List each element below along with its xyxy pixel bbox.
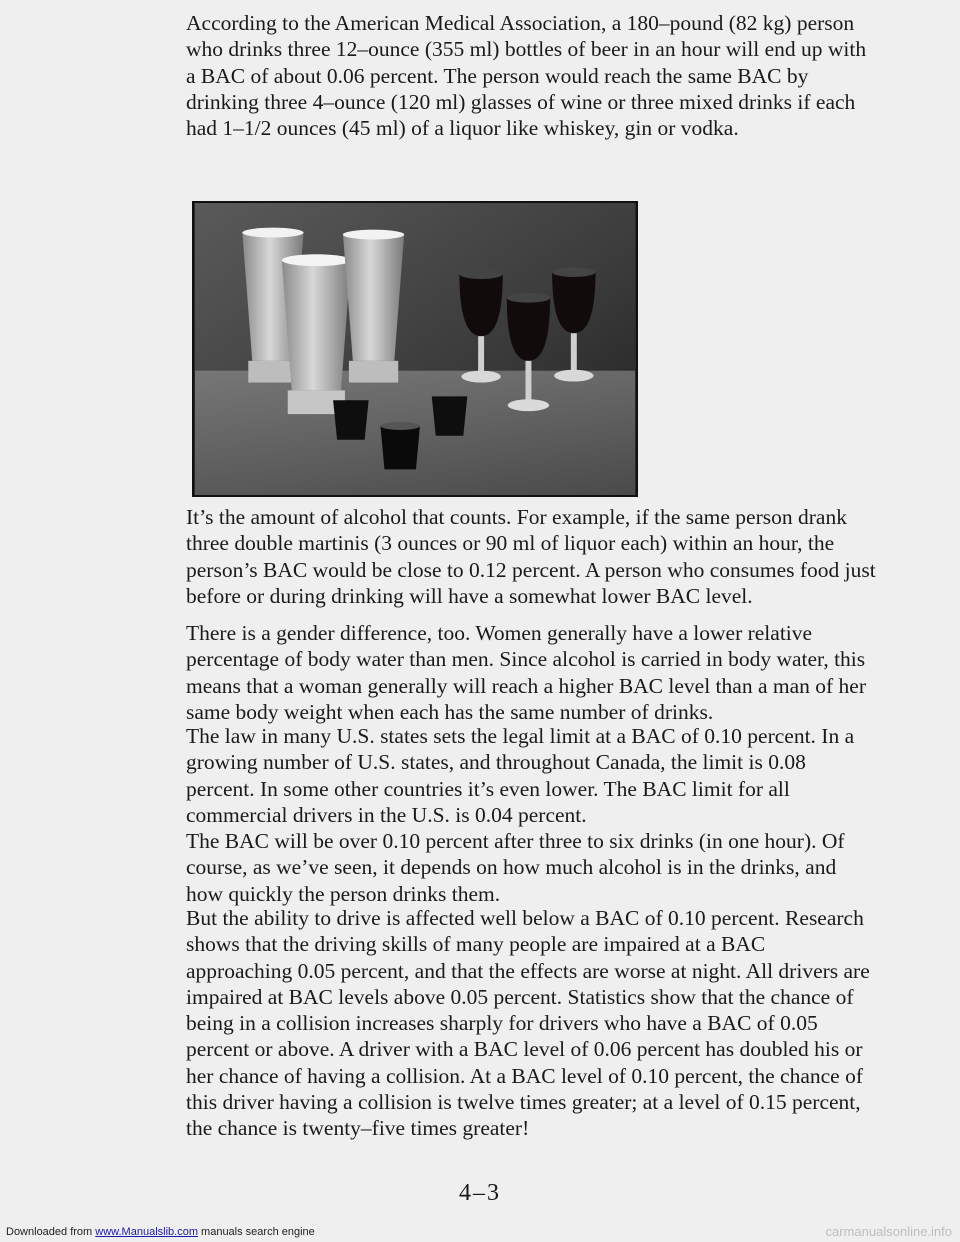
paragraph-gender-difference: There is a gender difference, too. Women generally have a lower relative percentage of body water than men. Since alcohol is carried in body water, this means that a woman generally will reach a higher BAC level than a man of her same body weight when each has the same number of drinks. [186, 621, 866, 724]
watermark: carmanualsonline.info [825, 1224, 952, 1239]
drinks-photo [192, 201, 638, 497]
download-footer [6, 1226, 315, 1238]
paragraph-over-limit: The BAC will be over 0.10 percent after three to six drinks (in one hour). Of course, as we’ve seen, it depends on how much alcohol is in the drinks, and how quickly the person drinks them. [186, 829, 845, 906]
beer-glass-center [282, 254, 351, 414]
paragraph-driving-ability: But the ability to drive is affected well below a BAC of 0.10 percent. Research shows that the driving skills of many people are impaired at a BAC approaching 0.05 percent, and that the effects are worse at night. All drivers are impaired at BAC levels above 0.05 percent. Statistics show that the chance of being in a collision increases sharply for drivers who have a BAC of 0.05 percent or above. A driver with a BAC level of 0.06 percent has doubled his or her chance of having a collision. At a BAC level of 0.10 percent, the chance of this driver having a collision is twelve times greater; at a level of 0.15 percent, the chance is twenty–five times greater! [186, 906, 870, 1141]
paragraph-amount-counts: It’s the amount of alcohol that counts. For example, if the same person drank three double martinis (3 ounces or 90 ml of liquor each) within an hour, the person’s BAC would be close to 0.12 percent. A person who consumes food just before or during drinking will have a somewhat lower BAC level. [186, 505, 876, 608]
footer-prefix: Downloaded from [6, 1226, 96, 1238]
page-number: 4–3 [459, 1180, 501, 1206]
paragraph-ama-bac: According to the American Medical Association, a 180–pound (82 kg) person who drinks three 12–ounce (355 ml) bottles of beer in an hour will end up with a BAC of about 0.06 percent. The person would reach the same BAC by drinking three 4–ounce (120 ml) glasses of wine or three mixed drinks if each had 1–1/2 ounces (45 ml) of a liquor like whiskey, gin or vodka. [186, 11, 867, 141]
manualslib-link[interactable]: www.Manualslib.com [95, 1226, 198, 1238]
footer-suffix: manuals search engine [197, 1226, 315, 1238]
paragraph-legal-limit: The law in many U.S. states sets the legal limit at a BAC of 0.10 percent. In a growing number of U.S. states, and throughout Canada, the limit is 0.08 percent. In some other countries it’s even lower. The BAC limit for all commercial drivers in the U.S. is 0.04 percent. [186, 724, 855, 827]
drinks-illustration [194, 203, 636, 495]
